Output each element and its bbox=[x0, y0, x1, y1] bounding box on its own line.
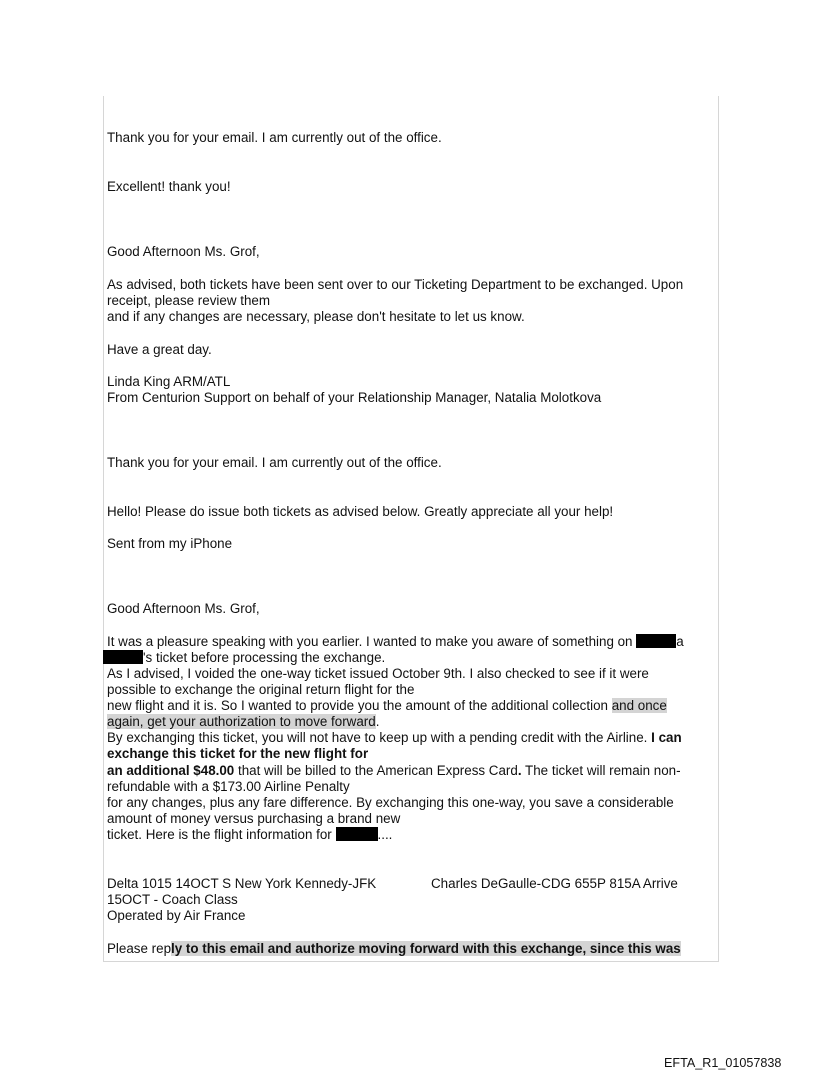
msg2-greeting: Good Afternoon Ms. Grof, bbox=[107, 601, 260, 616]
msg2-line9-text: that will be billed to the American Express Card bbox=[234, 763, 518, 778]
msg2-line6-end: . bbox=[375, 714, 380, 729]
msg1-signature-from: From Centurion Support on behalf of your Relationship Manager, Natalia Molotkova bbox=[107, 390, 602, 405]
msg2-line1-tail: a bbox=[676, 634, 684, 649]
msg2-line3: As I advised, I voided the one-way ticket issued October 9th. I also checked to see if it were bbox=[107, 666, 649, 681]
msg1-greeting: Good Afternoon Ms. Grof, bbox=[107, 244, 260, 259]
msg2-line7-bold: I can bbox=[651, 730, 682, 745]
msg2-last-text: Please rep bbox=[107, 941, 172, 956]
flight-destination: Charles DeGaulle-CDG 655P 815A Arrive bbox=[431, 876, 678, 891]
msg2-last-highlight: ly to this email and authorize moving forward with this exchange, since this was bbox=[171, 941, 681, 956]
msg2-line5-highlight: and once bbox=[611, 698, 667, 713]
msg2-line4: possible to exchange the original return flight for the bbox=[107, 682, 415, 697]
msg2-line13 bbox=[107, 827, 392, 843]
msg2-line5 bbox=[107, 698, 667, 714]
reply-sent-from: Sent from my iPhone bbox=[107, 536, 233, 551]
auto-reply-2: Thank you for your email. I am currently out of the office. bbox=[107, 455, 442, 470]
msg1-line3: and if any changes are necessary, please don't hesitate to let us know. bbox=[107, 309, 525, 324]
msg2-line9 bbox=[107, 763, 681, 779]
reply-excellent: Excellent! thank you! bbox=[107, 179, 231, 194]
msg1-line2: receipt, please review them bbox=[107, 293, 270, 308]
flight-route: Delta 1015 14OCT S New York Kennedy-JFK bbox=[107, 876, 377, 891]
msg2-line10: refundable with a $173.00 Airline Penalty bbox=[107, 779, 350, 794]
msg2-line13-text: ticket. Here is the flight information for bbox=[107, 827, 332, 842]
msg2-line5-text: new flight and it is. So I wanted to provide you the amount of the additional collection bbox=[107, 698, 612, 713]
msg2-last-line bbox=[107, 941, 681, 957]
msg2-line9-tail: The ticket will remain non- bbox=[521, 763, 681, 778]
redaction-box bbox=[336, 827, 378, 841]
msg2-line1 bbox=[107, 634, 684, 650]
msg2-line9-period: . bbox=[517, 763, 522, 778]
redaction-box bbox=[103, 650, 143, 664]
msg1-signature-name: Linda King ARM/ATL bbox=[107, 374, 231, 389]
redaction-box bbox=[636, 634, 676, 648]
msg2-line2 bbox=[103, 650, 385, 666]
msg2-line6-highlight: again, get your authorization to move forward bbox=[107, 714, 376, 729]
msg2-line9-amount: an additional $48.00 bbox=[107, 763, 235, 778]
msg2-line7 bbox=[107, 730, 682, 746]
msg2-line11: for any changes, plus any fare difference. By exchanging this one-way, you save a considerable bbox=[107, 795, 674, 810]
auto-reply-1: Thank you for your email. I am currently out of the office. bbox=[107, 130, 442, 145]
document-id: EFTA_R1_01057838 bbox=[664, 1056, 782, 1070]
msg2-line1-text: It was a pleasure speaking with you earlier. I wanted to make you aware of something on bbox=[107, 634, 633, 649]
msg2-line8: exchange this ticket for the new flight for bbox=[107, 746, 369, 761]
msg2-line6 bbox=[107, 714, 379, 730]
msg1-closing: Have a great day. bbox=[107, 342, 212, 357]
msg2-line13-end: .... bbox=[377, 827, 393, 842]
flight-operator: Operated by Air France bbox=[107, 908, 246, 923]
msg2-line7-text: By exchanging this ticket, you will not have to keep up with a pending credit with the Airline. bbox=[107, 730, 652, 745]
msg1-line1: As advised, both tickets have been sent over to our Ticketing Department to be exchanged. Upon bbox=[107, 277, 684, 292]
msg2-line2-text: 's ticket before processing the exchange. bbox=[143, 650, 386, 665]
flight-class: 15OCT - Coach Class bbox=[107, 892, 238, 907]
reply-hello: Hello! Please do issue both tickets as advised below. Greatly appreciate all your help! bbox=[107, 504, 614, 519]
msg2-line12: amount of money versus purchasing a brand new bbox=[107, 811, 401, 826]
